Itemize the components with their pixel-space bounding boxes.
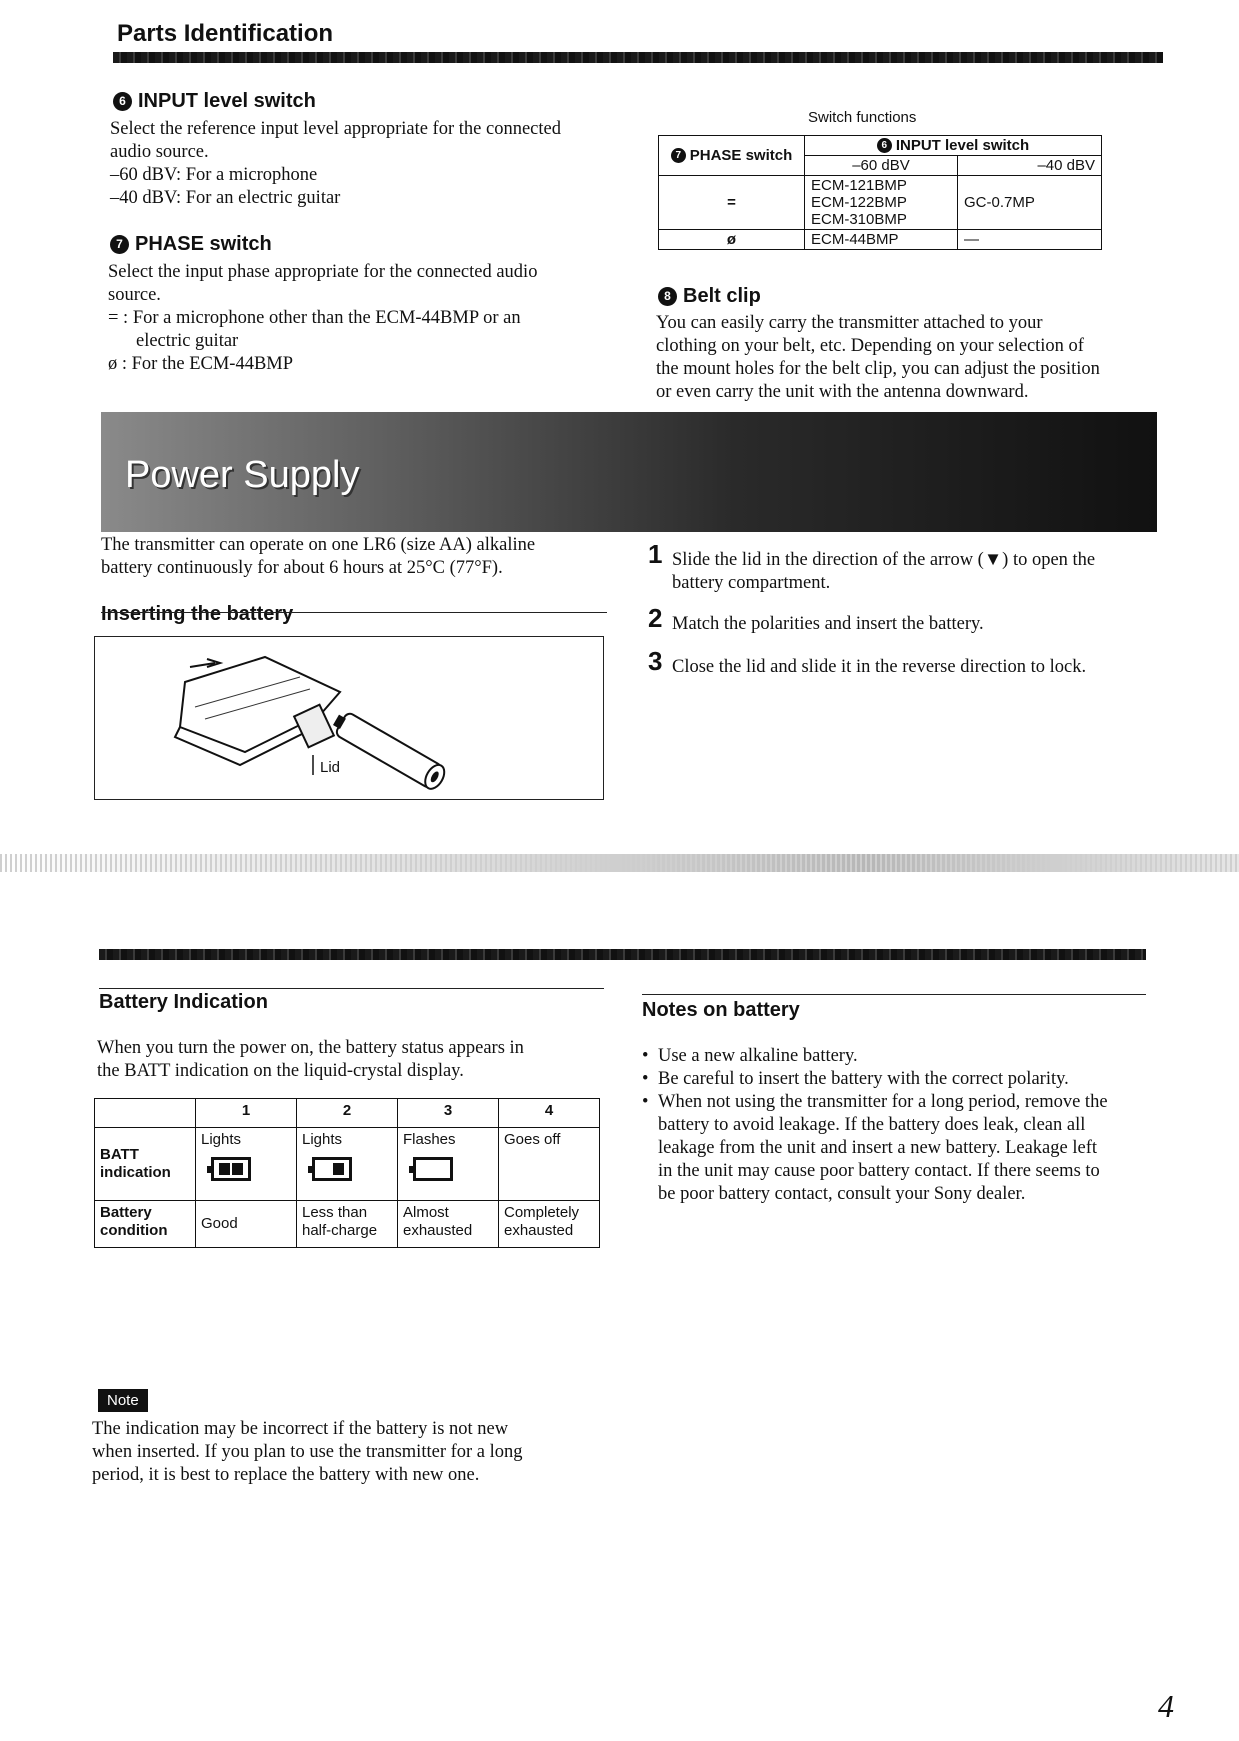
text-line: = : For a microphone other than the ECM-44BMP or an: [108, 308, 521, 328]
text-line: indication: [100, 1164, 171, 1181]
text-line: Completely: [504, 1204, 580, 1221]
state-text: Lights: [302, 1131, 343, 1148]
text-line: leakage from the unit and insert a new battery. Leakage left: [658, 1138, 1098, 1158]
heading-rule: [101, 612, 607, 613]
note-item: [640, 1045, 1160, 1068]
belt-clip-text: [656, 312, 1176, 404]
text-line: source.: [108, 285, 161, 305]
text-line: Almost: [403, 1204, 449, 1221]
text-line: electric guitar: [136, 331, 239, 351]
text-line: Slide the lid in the direction of the arrow (▼) to open the: [672, 550, 1096, 570]
phase-switch-text: [108, 261, 628, 376]
text-line: battery to avoid leakage. If the battery does leak, clean all: [658, 1115, 1086, 1135]
phase-switch-heading: [110, 233, 272, 256]
text-line: battery continuously for about 6 hours at 25°C (77°F).: [101, 558, 503, 578]
step-item: [648, 646, 1168, 679]
item-number-8-icon: 8: [658, 287, 677, 306]
col-60dbv: –60 dBV: [805, 156, 958, 176]
mic-model: ECM-44BMP: [805, 230, 958, 250]
col-header: 4: [499, 1099, 600, 1128]
section-title-parts: Parts Identification: [117, 20, 334, 47]
text-line: –60 dBV: For a microphone: [110, 165, 318, 185]
text-line: Select the reference input level appropriate for the connected: [110, 119, 561, 139]
col-header: 3: [398, 1099, 499, 1128]
note-badge: Note: [98, 1389, 148, 1412]
text-line: You can easily carry the transmitter attached to your: [656, 313, 1043, 333]
text-line: when inserted. If you plan to use the transmitter for a long: [92, 1442, 523, 1462]
empty-cell: —: [958, 230, 1102, 250]
text-line: half-charge: [302, 1222, 378, 1239]
state-cell: [499, 1128, 600, 1201]
state-text: Lights: [201, 1131, 242, 1148]
text-line: Match the polarities and insert the battery.: [672, 614, 984, 634]
battery-indication-table: [94, 1098, 600, 1248]
scan-noise-band: [0, 854, 1239, 872]
text-line: exhausted: [504, 1222, 574, 1239]
state-text: Flashes: [403, 1131, 456, 1148]
battery-empty-icon: [413, 1157, 453, 1181]
condition-text: Good: [196, 1201, 297, 1248]
text-line: in the unit may cause poor battery contact. If there seems to: [658, 1161, 1100, 1181]
battery-full-icon: [211, 1157, 251, 1181]
section-bar: [113, 52, 1163, 63]
input-header-text: INPUT level switch: [895, 137, 1030, 154]
note-item: [640, 1091, 1160, 1206]
text-line: –40 dBV: For an electric guitar: [110, 188, 341, 208]
item-number-7-icon: 7: [110, 235, 129, 254]
battery-indication-intro: [97, 1037, 637, 1083]
switch-table-caption: Switch functions: [808, 109, 917, 126]
text-line: audio source.: [110, 142, 209, 162]
page-number: 4: [1158, 1688, 1174, 1724]
guitar-model: GC-0.7MP: [958, 176, 1102, 230]
item-number-7-icon: 7: [671, 148, 686, 163]
text-line: • Be careful to insert the battery with the correct polarity.: [658, 1069, 1069, 1089]
input-switch-heading: [113, 90, 316, 113]
phase-normal-symbol: =: [659, 176, 805, 230]
battery-insertion-illustration: [95, 637, 603, 799]
text-line: The indication may be incorrect if the battery is not new: [92, 1419, 509, 1439]
heading-rule: [642, 994, 1146, 995]
step-number: 3: [648, 646, 663, 676]
notes-on-battery-heading: Notes on battery: [642, 999, 800, 1021]
mic-list: [805, 176, 958, 230]
lid-label: Lid: [320, 759, 341, 776]
phase-switch-title: PHASE switch: [135, 233, 272, 255]
note-text: [92, 1418, 632, 1487]
step-number: 1: [648, 539, 663, 569]
belt-clip-title: Belt clip: [683, 285, 761, 307]
heading-rule: [99, 988, 604, 989]
text-line: battery compartment.: [672, 573, 831, 593]
input-switch-title: INPUT level switch: [138, 90, 316, 112]
text-line: be poor battery contact, consult your Sony dealer.: [658, 1184, 1026, 1204]
belt-clip-heading: [658, 285, 761, 308]
text-line: clothing on your belt, etc. Depending on your selection of: [656, 336, 1084, 356]
battery-indication-heading: Battery Indication: [99, 991, 268, 1013]
batt-indication-label: [95, 1128, 196, 1201]
battery-half-icon: [312, 1157, 352, 1181]
state-cell: [297, 1128, 398, 1201]
text-line: BATT: [100, 1146, 139, 1163]
switch-functions-table: [658, 135, 1102, 250]
phase-reverse-symbol: ø: [659, 230, 805, 250]
text-line: The transmitter can operate on one LR6 (size AA) alkaline: [101, 535, 536, 555]
text-line: the mount holes for the belt clip, you can adjust the position: [656, 359, 1100, 379]
text-line: the BATT indication on the liquid-crystal display.: [97, 1061, 464, 1081]
battery-illustration-frame: [94, 636, 604, 800]
text-line: Close the lid and slide it in the reverse direction to lock.: [672, 657, 1087, 677]
mic-model: ECM-121BMP: [811, 177, 907, 194]
condition-cell: [297, 1201, 398, 1248]
text-line: period, it is best to replace the battery with new one.: [92, 1465, 480, 1485]
condition-cell: [398, 1201, 499, 1248]
item-number-6-icon: 6: [113, 92, 132, 111]
col-40dbv: –40 dBV: [958, 156, 1102, 176]
text-line: Select the input phase appropriate for the connected audio: [108, 262, 538, 282]
power-supply-banner: [101, 412, 1157, 532]
battery-condition-label: [95, 1201, 196, 1248]
col-header: 2: [297, 1099, 398, 1128]
text-line: Battery: [100, 1204, 152, 1221]
col-header: 1: [196, 1099, 297, 1128]
power-steps: [648, 539, 1168, 679]
notes-on-battery-list: [640, 1045, 1160, 1206]
text-line: exhausted: [403, 1222, 473, 1239]
phase-header-text: PHASE switch: [689, 147, 793, 164]
phase-switch-header: [659, 136, 805, 176]
item-number-6-icon: 6: [877, 138, 892, 153]
text-line: • When not using the transmitter for a long period, remove the: [658, 1092, 1108, 1112]
text-line: ø : For the ECM-44BMP: [108, 354, 294, 374]
power-intro: [101, 534, 641, 580]
text-line: condition: [100, 1222, 168, 1239]
inserting-battery-heading: Inserting the battery: [101, 603, 294, 625]
mic-model: ECM-310BMP: [811, 211, 907, 228]
empty-cell: [95, 1099, 196, 1128]
input-switch-header: [805, 136, 1102, 156]
input-switch-text: [110, 118, 630, 210]
text-line: • Use a new alkaline battery.: [658, 1046, 858, 1066]
state-text: Goes off: [504, 1131, 561, 1148]
step-number: 2: [648, 603, 663, 633]
text-line: or even carry the unit with the antenna downward.: [656, 382, 1029, 402]
state-cell: [398, 1128, 499, 1201]
condition-cell: [499, 1201, 600, 1248]
state-cell: [196, 1128, 297, 1201]
step-item: [648, 603, 1168, 636]
power-supply-title: Power Supply: [125, 454, 360, 496]
section-bar: [99, 949, 1146, 960]
text-line: Less than: [302, 1204, 368, 1221]
mic-model: ECM-122BMP: [811, 194, 907, 211]
text-line: When you turn the power on, the battery status appears in: [97, 1038, 524, 1058]
note-item: [640, 1068, 1160, 1091]
step-item: [648, 539, 1168, 595]
